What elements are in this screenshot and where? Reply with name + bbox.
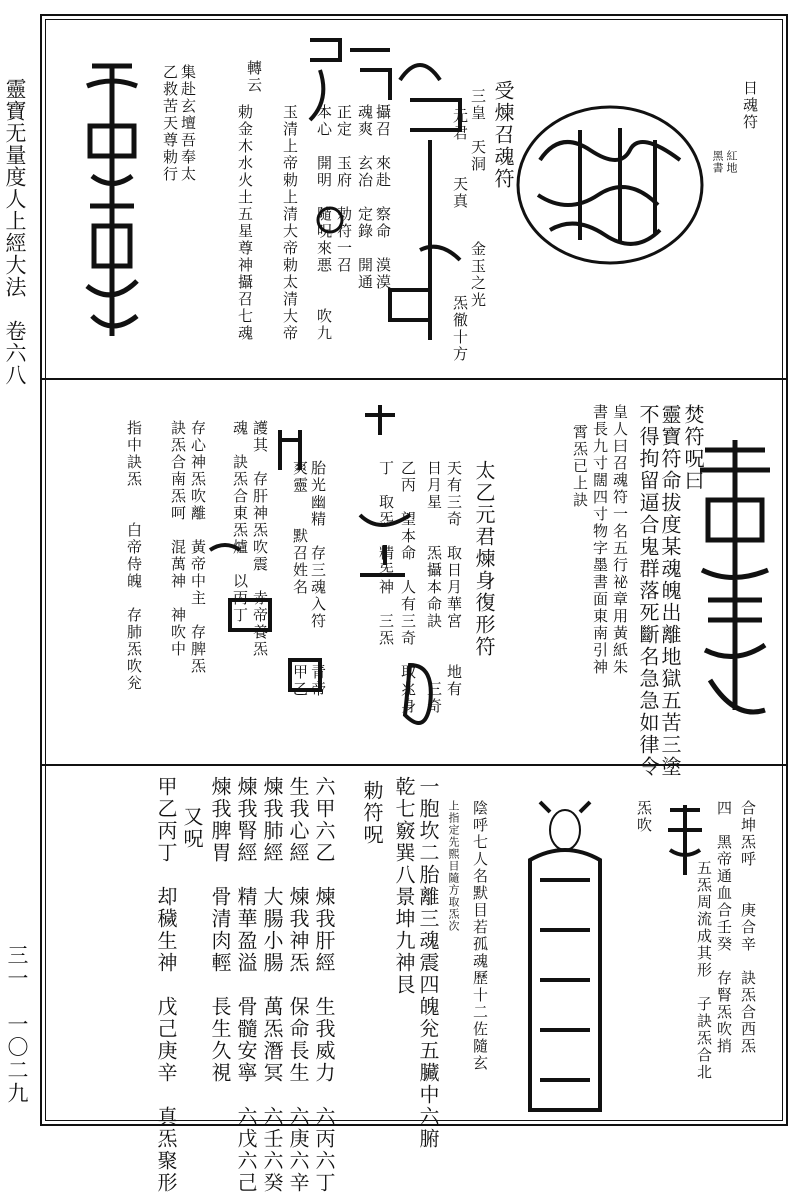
section2-text-column: 焚符呪曰: [681, 404, 705, 492]
section3-text-column: 甲乙丙丁 却穢生神 戊己庚辛 真炁聚形: [154, 776, 178, 1194]
deity-figure-talisman: [500, 800, 630, 1120]
section3-text-column: 煉我脾胃 骨清肉輕 長生久視: [208, 776, 232, 1084]
section3-text-column: 上指定先熙目隨方取炁次: [447, 800, 460, 932]
page-number: 三一 一〇二九: [5, 944, 29, 1105]
section1-text-column: 勅金木水火土五星尊神攝召七魂: [236, 104, 254, 342]
section2-text-column: 指中訣炁 白帝侍魄 存肺炁吹兊: [125, 420, 143, 692]
section2-text-column: 靈寶符命拔度某魂魄出離地獄五苦三塗: [658, 404, 682, 778]
section2-text-column: 胎光幽精 存三魂入符 青帝: [309, 460, 327, 698]
section1-text-column: 三皇 天洞 金玉之光: [469, 88, 487, 309]
section1-text-column: 乙救苦天尊勅行: [161, 64, 179, 183]
section2-text-column: 丁 取炁 精炁神 三炁: [377, 460, 395, 647]
section1-text-column: 本心 開明 隨呪來悪 吹九: [315, 104, 333, 342]
summon-soul-talisman-glyph: [72, 46, 152, 346]
section3-text-column: 六甲六乙 煉我肝經 生我威力 六丙六丁: [312, 776, 336, 1194]
section1-text-column: 攝召 來赴 察命 漠漠: [374, 104, 392, 291]
section2-text-column: 霄炁已上訣: [571, 424, 589, 509]
section1-text-column: 黑書: [711, 150, 724, 174]
section3-text-column: 煉我肺經 大腸小腸 萬炁潛冥 六壬六癸: [260, 776, 284, 1194]
section2-text-column: 護其 存肝神炁吹震 赤帝養炁: [251, 420, 269, 658]
section1-text-column: 集赴玄壇吾奉太: [179, 64, 197, 183]
sun-soul-talisman-seal: [510, 100, 710, 270]
section3-text-column: 陰呼七人名默目若孤魂歷十二佐隨玄: [471, 800, 489, 1072]
section3-text-column: 合坤炁呼 庚合辛 訣炁合西炁: [739, 800, 757, 1055]
section2-text-column: 太乙元君煉身復形符: [472, 460, 496, 658]
section2-text-column: 日月星 炁攝本命訣 三奇: [425, 460, 443, 715]
section2-text-column: 書長九寸闊四寸物字墨書面東南引神: [591, 404, 609, 676]
section3-text-column: 四 黑帝通血合壬癸 存腎炁吹捎: [715, 800, 733, 1055]
section2-text-column: 乙丙 望本命 人有三奇 取兆身: [399, 460, 417, 715]
section2-text-column: 訣炁合南炁呵 混萬神 神吹中: [169, 420, 187, 658]
section3-text-column: 生我心經 煉我神炁 保命長生 六庚六辛: [286, 776, 310, 1194]
section2-text-column: 魂 訣炁合東炁爐 以丙丁: [231, 420, 249, 624]
section1-text-column: 正定 玉府 勅符一召: [335, 104, 353, 274]
section2-text-column: 存心神炁吹離 黃帝中主 存脾炁: [189, 420, 207, 675]
section3-text-column: 炁吹: [635, 800, 653, 834]
section1-text-column: 元君 天真 炁徹十方: [451, 108, 469, 363]
section1-text-column: 魂爽 玄冶 定錄 開通: [356, 104, 374, 291]
section1-text-column: 轉云: [245, 60, 263, 94]
section2-text-column: 不得拘留逼合鬼群落死斷名急急如律令: [636, 404, 660, 778]
section2-text-column: 皇人曰召魂符一名五行祕章用黃紙朱: [611, 404, 629, 676]
section3-text-column: 勅符呪: [360, 780, 384, 846]
section1-text-column: 日魂符: [741, 80, 759, 131]
margin-title: 靈寶无量度人上經大法 卷六八: [3, 78, 27, 386]
section2-text-column: 爽靈 默召姓名 甲乙: [291, 460, 309, 698]
section2-text-column: 天有三奇 取日月華宮 地有: [445, 460, 463, 698]
section1-text-column: 玉清上帝勅上清大帝勅太清大帝: [281, 104, 299, 342]
section3-text-column: 乾七竅巽八景坤九神艮: [392, 776, 416, 996]
section3-text-column: 五炁周流成其形 子訣炁合北: [695, 860, 713, 1081]
section3-text-column: 又呪: [180, 806, 204, 850]
section1-text-column: 受煉召魂符: [491, 80, 515, 190]
section-divider-1: [40, 378, 788, 380]
section1-text-column: 紅地: [725, 150, 738, 174]
section3-text-column: 一胞坎二胎離三魂震四魄兊五臟中六腑: [416, 776, 440, 1150]
section3-text-column: 煉我腎經 精華盈溢 骨髓安寧 六戊六己: [234, 776, 258, 1194]
